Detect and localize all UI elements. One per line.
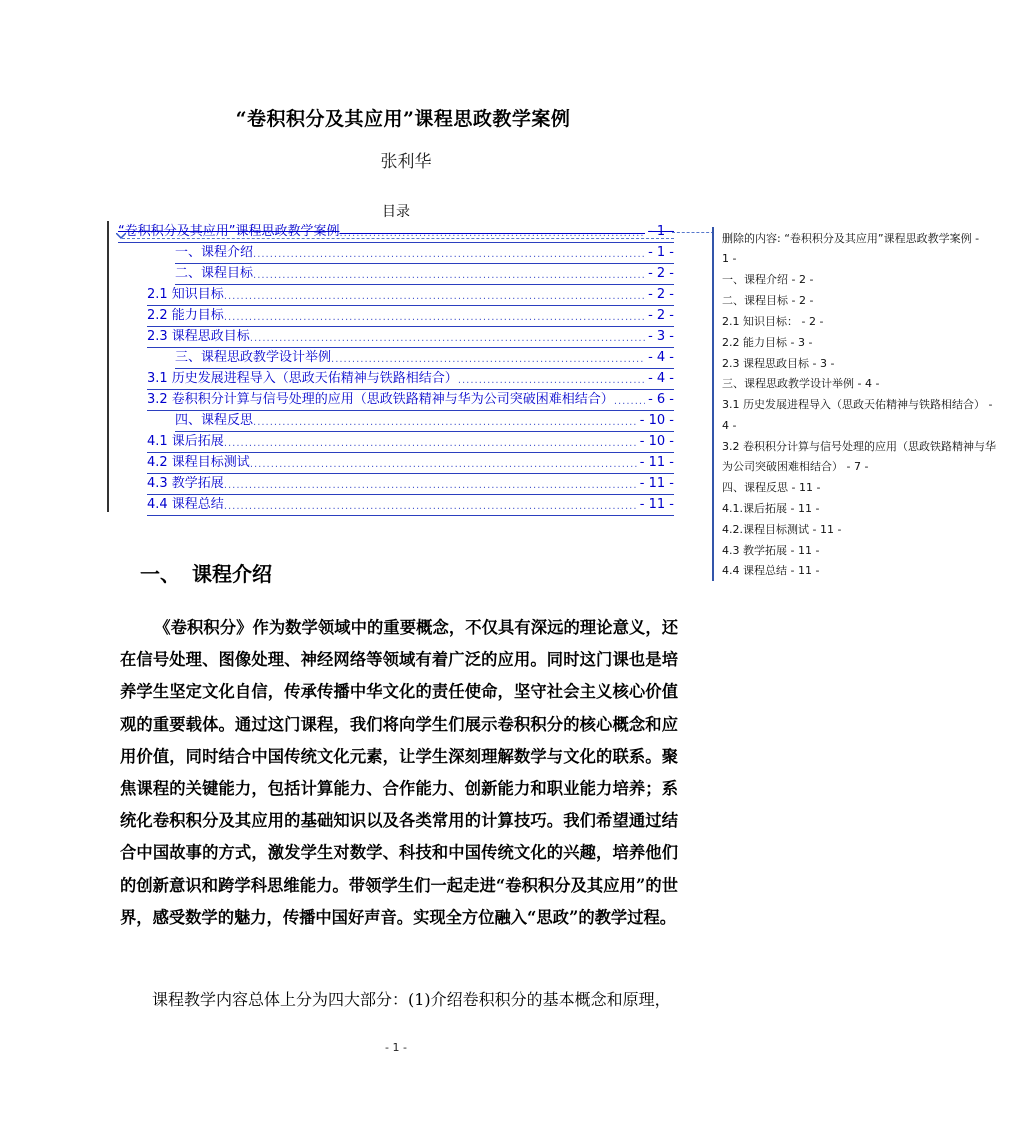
toc-entry-title[interactable]: “卷积积分及其应用”课程思政教学案例 ..... - 1 - [118,222,674,243]
toc-entry-2-3[interactable]: 2.3 课程思政目标 ..... - 3 - [147,327,674,348]
comment-line: 4.3 教学拓展 - 11 - [722,544,820,557]
comment-line: 三、课程思政教学设计举例 - 4 - [722,377,880,390]
section-heading [140,558,272,587]
toc-entry-4-3[interactable]: 4.3 教学拓展 ..... - 11 - [147,474,674,495]
comment-line: 二、课程目标 - 2 - [722,294,814,307]
section-title: 课程介绍 [192,562,272,586]
comment-line: 4.1.课后拓展 - 11 - [722,502,820,515]
toc-entry-4-4[interactable]: 4.4 课程总结 ..... - 11 - [147,495,674,516]
comment-connector [122,238,674,239]
comment-line: 一、课程介绍 - 2 - [722,273,814,286]
toc-entry-4-1[interactable]: 4.1 课后拓展 ..... - 10 - [147,432,674,453]
section-number: 一、 [140,562,180,586]
toc-entry-3-1[interactable]: 3.1 历史发展进程导入（思政天佑精神与铁路相结合） ..... - 4 - [147,369,674,390]
change-bar [107,221,109,512]
deletion-comment-balloon[interactable] [712,227,1024,581]
comment-line: 1 - [722,252,737,265]
comment-line: 3.2 卷积积分计算与信号处理的应用（思政铁路精神与华 [722,440,996,453]
comment-line: 四、课程反思 - 11 - [722,481,821,494]
comment-line: 2.1 知识目标： - 2 - [722,315,824,328]
comment-line: 为公司突破困难相结合） - 7 - [722,460,869,473]
toc-entry-2-1[interactable]: 2.1 知识目标 ..... - 2 - [147,285,674,306]
toc-entry-1[interactable]: 一、课程介绍 ..... - 1 - [175,243,674,264]
comment-line: 4.2.课程目标测试 - 11 - [722,523,842,536]
body-paragraph-2: 课程教学内容总体上分为四大部分：(1)介绍卷积积分的基本概念和原理， [152,990,671,1009]
toc-entry-3[interactable]: 三、课程思政教学设计举例 ..... - 4 - [175,348,674,369]
toc-heading: 目录 [382,204,410,220]
body-paragraph-1: 《卷积积分》作为数学领域中的重要概念，不仅具有深远的理论意义，还在信号处理、图像处理、神经网络等领域有着广泛的应用。同时这门课也是培养学生坚定文化自信，传承传播中华文化的责任使命，坚守社会主义核心价值观的重要载体。通过这门课程，我们将向学生们展示卷积积分的核心概念和应用价值，同时结合中国传统文化元素，让学生深刻理解数学与文化的联系。聚焦课程的关键能力，包括计算能力、合作能力、创新能力和职业能力培养；系统化卷积积分及其应用的基础知识以及各类常用的计算技巧。我们希望通过结合中国故事的方式，激发学生对数学、科技和中国传统文化的兴趣，培养他们的创新意识和跨学科思维能力。带领学生们一起走进“卷积积分及其应用”的世界，感受数学的魅力，传播中国好声音。实现全方位融入“思政”的教学过程。 [120,618,678,927]
toc-entry-4-2[interactable]: 4.2 课程目标测试 ..... - 11 - [147,453,674,474]
author-name: 张利华 [380,152,432,172]
comment-line: 2.3 课程思政目标 - 3 - [722,357,835,370]
toc-entry-2[interactable]: 二、课程目标 ..... - 2 - [175,264,674,285]
comment-line: 2.2 能力目标 - 3 - [722,336,813,349]
comment-connector-tail [672,232,714,233]
comment-line: 4 - [722,419,737,432]
comment-line: 4.4 课程总结 - 11 - [722,564,820,577]
comment-line: 3.1 历史发展进程导入（思政天佑精神与铁路相结合） - [722,398,993,411]
toc-entry-3-2[interactable]: 3.2 卷积积分计算与信号处理的应用（思政铁路精神与华为公司突破困难相结合） ..... - 6 - [147,390,674,411]
page-number: - 1 - [385,1041,407,1054]
toc-entry-2-2[interactable]: 2.2 能力目标 ..... - 2 - [147,306,674,327]
comment-line: 删除的内容: “卷积积分及其应用”课程思政教学案例 - [722,232,980,245]
document-title: “卷积积分及其应用”课程思政教学案例 [235,108,571,130]
toc-entry-4[interactable]: 四、课程反思 ..... - 10 - [175,411,674,432]
